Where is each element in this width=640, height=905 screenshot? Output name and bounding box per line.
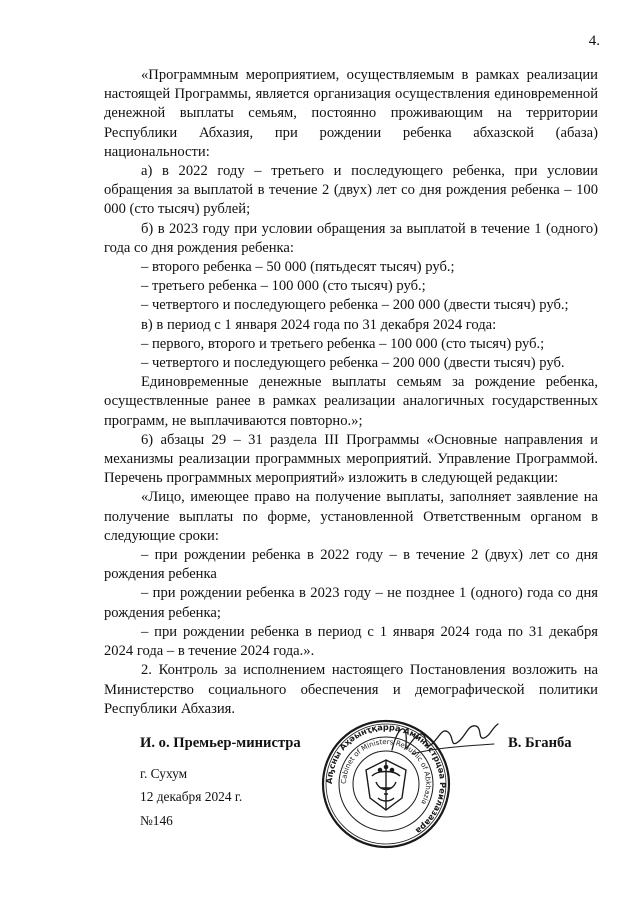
signature-scribble-icon xyxy=(384,714,504,764)
emblem-icon xyxy=(366,760,406,810)
paragraph-application: «Лицо, имеющее право на получение выплаты, заполняет заявление на получение выплаты по форме, установленной Ответственным органом в следующие сроки: xyxy=(104,489,598,544)
document-city: г. Сухум xyxy=(140,766,188,781)
list-item-fourth-next: – четвертого и последующего ребенка – 200 000 (двести тысяч) руб. xyxy=(141,355,565,372)
paragraph-item-b: б) в 2023 году при условии обращения за выплатой в течение 1 (одного) года со дня рождения ребенка: xyxy=(104,220,598,256)
list-item-first-third: – первого, второго и третьего ребенка – 100 000 (сто тысяч) руб.; xyxy=(141,335,545,352)
paragraph-deadline-2024: – при рождении ребенка в период с 1 января 2024 года по 31 декабря 2024 года – в течение 2024 года.». xyxy=(104,623,598,660)
signatory-title: И. о. Премьер-министра xyxy=(140,735,301,751)
list-item-second-child: – второго ребенка – 50 000 (пятьдесят тысяч) руб.; xyxy=(141,259,455,276)
paragraph-amendment-6: 6) абзацы 29 – 31 раздела III Программы «Основные направления и механизмы реализации программных мероприятий. Управление Программой. Перечень программных мероприятий» изложить в следующей редакции: xyxy=(104,431,598,487)
signatory-name: В. Бганба xyxy=(508,735,572,751)
paragraph-item-c: в) в период с 1 января 2024 года по 31 декабря 2024 года: xyxy=(141,316,497,333)
paragraph-item-a: а) в 2022 году – третьего и последующего ребенка, при условии обращения за выплатой в течение 2 (двух) лет со дня рождения ребенка – 100 000 (сто тысяч) рублей; xyxy=(104,163,598,218)
paragraph-deadline-2023: – при рождении ребенка в 2023 году – не позднее 1 (одного) года со дня рождения ребенка; xyxy=(104,585,598,621)
paragraph-control: 2. Контроль за исполнением настоящего Постановления возложить на Министерство социального обеспечения и демографической политики Республики Абхазия. xyxy=(104,662,598,717)
list-item-third-child: – третьего ребенка – 100 000 (сто тысяч) руб.; xyxy=(141,278,426,295)
paragraph-previous-payments: Единовременные денежные выплаты семьям за рождение ребенка, осуществленные ранее в рамках реализации аналогичных государственных программ, не выплачиваются повторно.»; xyxy=(104,374,598,429)
seal-outer-text: Аҧсны Аҳәынҭқарра Аминистрцәа Реилазаара xyxy=(323,721,449,837)
paragraph-deadline-2022: – при рождении ребенка в 2022 году – в течение 2 (двух) лет со дня рождения ребенка xyxy=(104,547,598,583)
page-number: 4. xyxy=(588,33,600,49)
document-number: №146 xyxy=(140,813,173,828)
seal-inner-text: Cabinet of Ministers Republic of Abkhazia xyxy=(339,737,433,806)
document-date: 12 декабря 2024 г. xyxy=(140,789,243,804)
list-item-fourth-child: – четвертого и последующего ребенка – 200 000 (двести тысяч) руб.; xyxy=(141,297,569,314)
document-body xyxy=(104,66,598,719)
paragraph-intro: «Программным мероприятием, осуществляемым в рамках реализации настоящей Программы, является организация осуществления единовременной денежной выплаты семьям, постоянно проживающим на территории Республики Абхазия, при рождении ребенка абхазской (абаза) национальности: xyxy=(104,67,598,160)
